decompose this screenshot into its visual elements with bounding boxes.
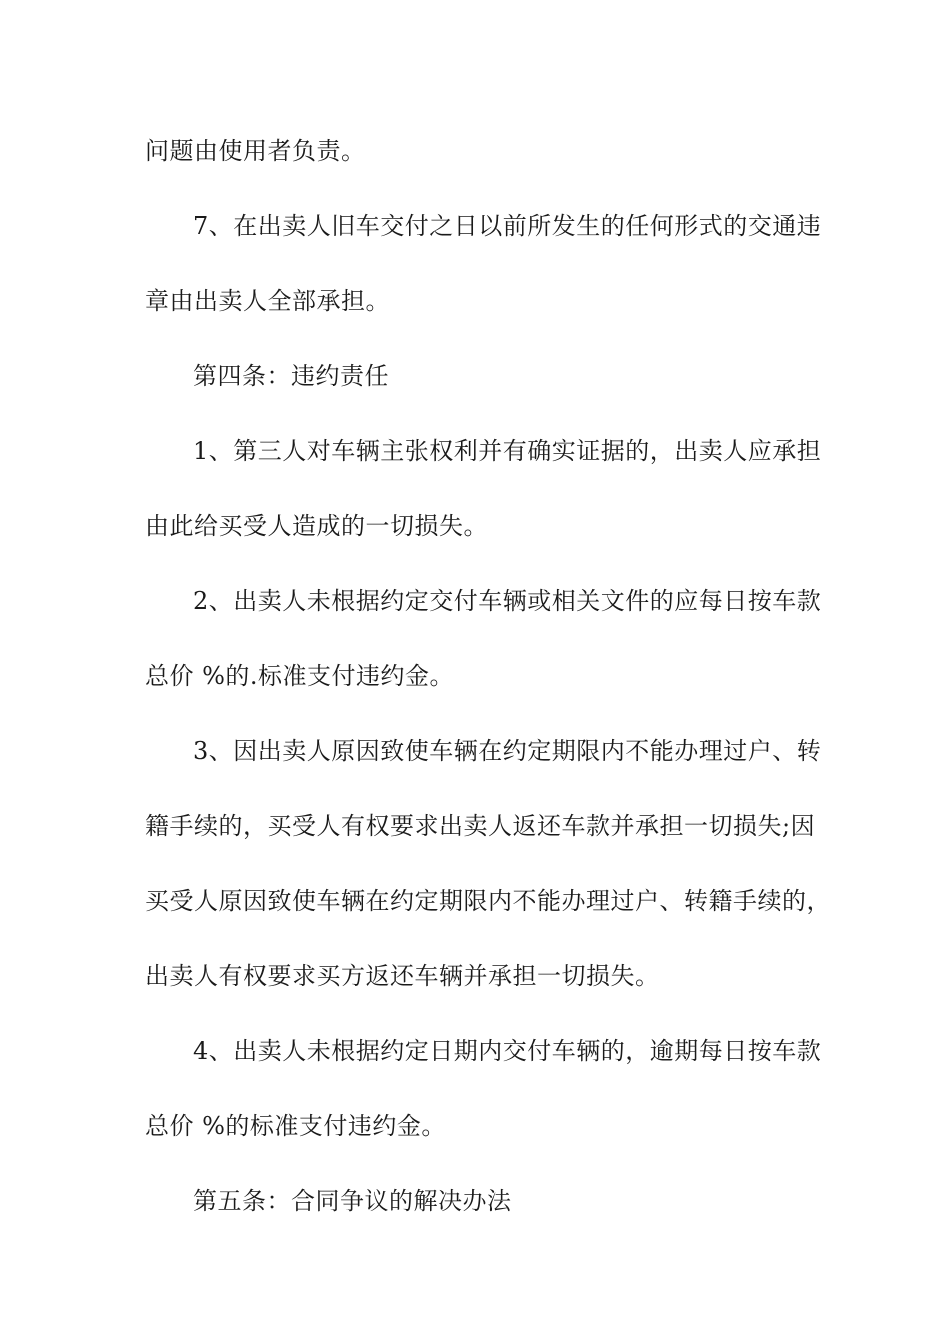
paragraph-line: 4、出卖人未根据约定日期内交付车辆的，逾期每日按车款 <box>193 1037 822 1065</box>
paragraph-line: 7、在出卖人旧车交付之日以前所发生的任何形式的交通违 <box>193 212 822 240</box>
paragraph-line: 章由出卖人全部承担。 <box>145 287 390 315</box>
paragraph-line: 总价 %的.标准支付违约金。 <box>145 662 455 690</box>
paragraph-line: 问题由使用者负责。 <box>145 137 366 165</box>
paragraph-line: 1、第三人对车辆主张权利并有确实证据的，出卖人应承担 <box>193 437 822 465</box>
paragraph-line: 总价 %的标准支付违约金。 <box>145 1112 446 1140</box>
paragraph-line: 2、出卖人未根据约定交付车辆或相关文件的应每日按车款 <box>193 587 822 615</box>
section-heading: 第四条：违约责任 <box>193 362 389 390</box>
paragraph-line: 买受人原因致使车辆在约定期限内不能办理过户、转籍手续的， <box>145 887 831 915</box>
paragraph-line: 出卖人有权要求买方返还车辆并承担一切损失。 <box>145 962 660 990</box>
paragraph-line: 籍手续的，买受人有权要求出卖人返还车款并承担一切损失;因 <box>145 812 816 840</box>
paragraph-line: 3、因出卖人原因致使车辆在约定期限内不能办理过户、转 <box>193 737 822 765</box>
section-heading: 第五条：合同争议的解决办法 <box>193 1187 512 1215</box>
paragraph-line: 由此给买受人造成的一切损失。 <box>145 512 488 540</box>
